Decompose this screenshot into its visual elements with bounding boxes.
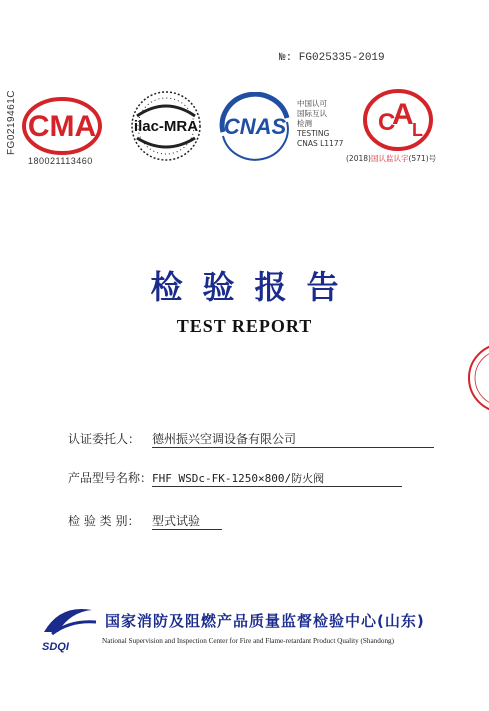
cnas-line: TESTING <box>297 129 330 138</box>
cnas-line: 中国认可 <box>297 99 327 108</box>
cnas-line: 检测 <box>297 119 312 128</box>
cal-number <box>346 153 436 164</box>
page-title-english: TEST REPORT <box>176 316 313 336</box>
report-number: №: FG025335-2019 <box>279 52 385 64</box>
cnas-line: 国际互认 <box>297 109 327 118</box>
cnas-line: CNAS L1177 <box>297 139 344 148</box>
cal-number-prefix: (2018) <box>346 154 371 163</box>
field-product <box>68 469 402 487</box>
field-test-type <box>68 512 222 530</box>
cnas-accreditation-text <box>297 99 343 149</box>
svg-text:A: A <box>392 98 414 131</box>
sdqi-logo <box>40 600 100 640</box>
field-value: FHF WSDc-FK-1250×800/防火阀 <box>152 470 402 487</box>
field-value: 德州振兴空调设备有限公司 <box>152 430 434 448</box>
cal-logo <box>362 88 434 152</box>
institution-name-chinese: 国家消防及阻燃产品质量监督检验中心(山东) <box>105 612 425 630</box>
field-client <box>68 430 434 448</box>
svg-text:ilac-MRA: ilac-MRA <box>133 118 199 135</box>
ilac-mra-logo <box>123 88 209 164</box>
field-label: 产品型号名称： <box>68 471 153 485</box>
seal-stamp <box>463 344 489 412</box>
field-label: 检 验 类 别： <box>68 514 140 528</box>
cnas-logo <box>215 92 295 162</box>
svg-text:CNAS: CNAS <box>223 114 287 139</box>
cal-number-red: 国认监认字 <box>370 154 409 163</box>
vertical-code: FG0219461C <box>6 90 17 156</box>
svg-text:L: L <box>412 120 423 140</box>
sdqi-logo-text: SDQI <box>42 641 69 653</box>
institution-name-english: National Supervision and Inspection Center for Fire and Flame-retardant Product Quality (Shandong) <box>102 637 395 645</box>
page-title-chinese: 检验报告 <box>150 268 359 306</box>
cma-logo <box>22 96 102 156</box>
svg-text:CMA: CMA <box>27 110 97 143</box>
svg-text:C: C <box>378 109 396 136</box>
cma-number: 180021113460 <box>28 156 93 166</box>
field-label: 认证委托人： <box>68 432 141 446</box>
cal-number-suffix: (571)号 <box>408 154 437 163</box>
field-value: 型式试验 <box>152 512 222 530</box>
